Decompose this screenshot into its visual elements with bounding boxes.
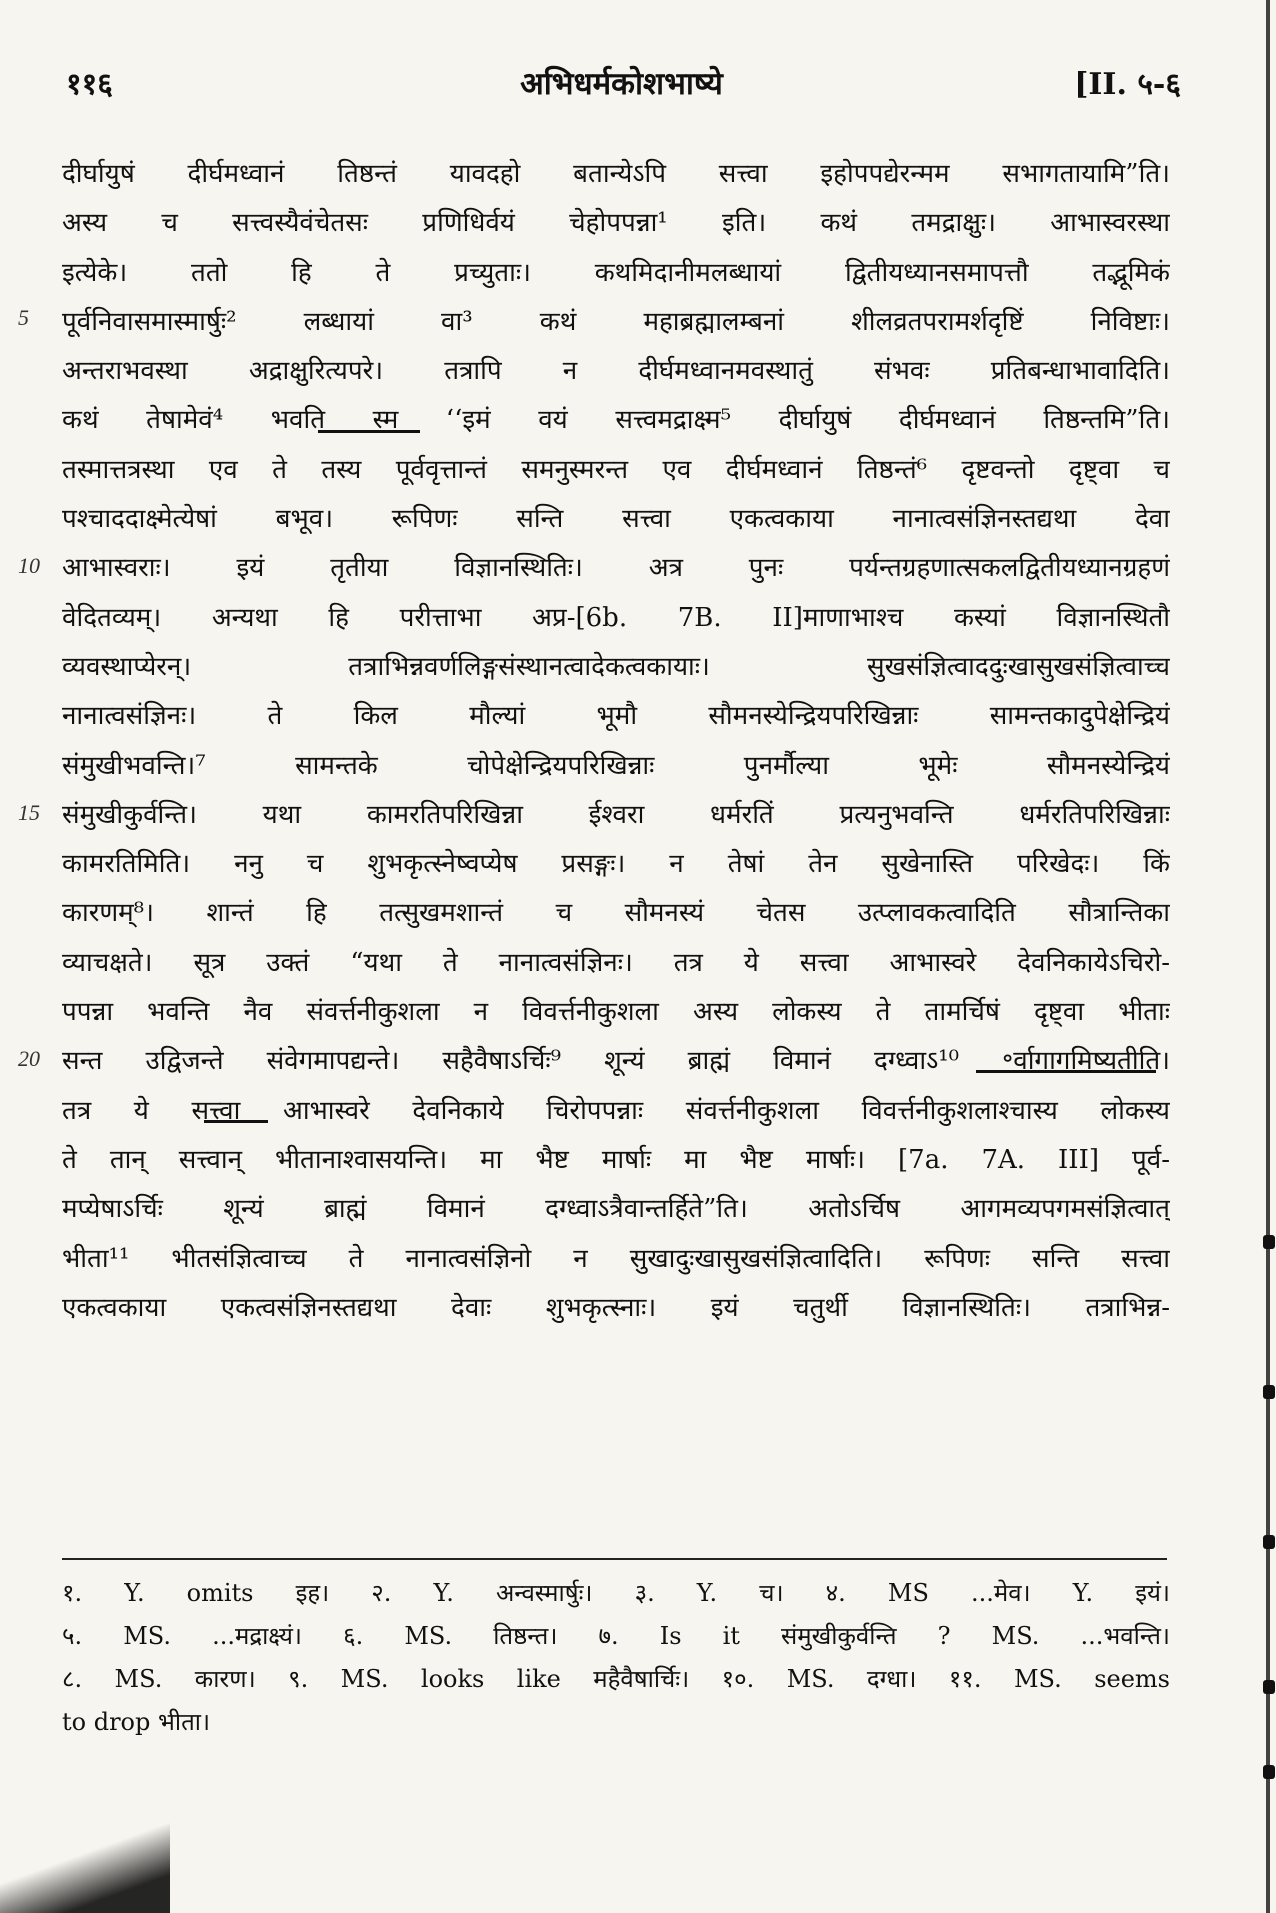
text-line: संमुखीभवन्ति।⁷ सामन्तके चोपेक्षेन्द्रियपरिखिन्नाः पुनर्मौल्या भूमेः सौमनस्येन्द्रियं — [62, 750, 1170, 781]
text-line: पूर्वनिवासमास्मार्षुः² लब्धायां वा³ कथं महाब्रह्मालम्बनां शीलव्रतपरामर्शदृष्टिं निविष्टाः। — [62, 306, 1170, 337]
margin-line-number: 10 — [18, 553, 40, 578]
underline-mark — [976, 1070, 1156, 1073]
footnote-rule — [62, 1558, 1167, 1560]
binding-stitch — [1263, 1680, 1275, 1694]
margin-line-number: 5 — [18, 305, 29, 330]
scan-shadow — [0, 1823, 170, 1913]
text-line: वेदितव्यम्। अन्यथा हि परीत्ताभा अप्र-[6b. 7B. II]माणाभाश्च कस्यां विज्ञानस्थितौ — [62, 602, 1170, 633]
section-reference: [II. ५-६ — [1074, 67, 1181, 102]
text-line: मप्येषाऽर्चिः शून्यं ब्राह्मं विमानं दग्ध्वाऽत्रैवान्तर्हिते”ति। अतोऽर्चिष आगमव्यपगमसंज्ञित्वात् — [62, 1194, 1170, 1225]
text-line: इत्येके। ततो हि ते प्रच्युताः। कथमिदानीमलब्धायां द्वितीयध्यानसमापत्तौ तद्भूमिकं — [62, 257, 1170, 288]
text-line: व्याचक्षते। सूत्र उक्तं “यथा ते नानात्वसंज्ञिनः। तत्र ये सत्त्वा आभास्वरे देवनिकायेऽचिरो- — [62, 947, 1170, 978]
footnote-line: ५. MS. ...मद्राक्ष्यं। ६. MS. तिष्ठन्त। ७. Is it संमुखीकुर्वन्ति ? MS. ...भवन्ति। — [62, 1622, 1170, 1650]
text-line: तत्र ये सत्त्वा आभास्वरे देवनिकाये चिरोपपन्नाः संवर्त्तनीकुशला विवर्त्तनीकुशलाश्चास्य लोकस्य — [62, 1095, 1170, 1126]
main-text — [62, 150, 1170, 1333]
text-line: भीता¹¹ भीतसंज्ञित्वाच्च ते नानात्वसंज्ञिनो न सुखादुःखासुखसंज्ञित्वादिति। रूपिणः सन्ति सत्त्वा — [62, 1243, 1170, 1274]
text-line: पश्चाददाक्ष्मेत्येषां बभूव। रूपिणः सन्ति सत्त्वा एकत्वकाया नानात्वसंज्ञिनस्तद्यथा देवा — [62, 504, 1170, 535]
binding-stitch — [1263, 1765, 1275, 1779]
footnote-line: to drop भीता। — [62, 1708, 211, 1736]
text-line: एकत्वकाया एकत्वसंज्ञिनस्तद्यथा देवाः शुभकृत्स्नाः। इयं चतुर्थी विज्ञानस्थितिः। तत्राभिन्न- — [62, 1292, 1170, 1323]
margin-line-number: 15 — [18, 800, 40, 825]
text-line: अन्तराभवस्था अद्राक्षुरित्यपरे। तत्रापि न दीर्घमध्वानमवस्थातुं संभवः प्रतिबन्धाभावादिति। — [62, 356, 1170, 387]
binding-edge — [1266, 0, 1270, 1913]
underline-mark — [318, 430, 420, 433]
text-line: ते तान् सत्त्वान् भीतानाश्वासयन्ति। मा भैष्ट मार्षाः मा भैष्ट मार्षाः। [7a. 7A. III] पूर्व- — [62, 1144, 1170, 1175]
text-line: संमुखीकुर्वन्ति। यथा कामरतिपरिखिन्ना ईश्वरा धर्मरतिं प्रत्यनुभवन्ति धर्मरतिपरिखिन्नाः — [62, 799, 1170, 830]
footnote-line: ८. MS. कारण। ९. MS. looks like महैवैषार्चिः। १०. MS. दग्धा। ११. MS. seems — [62, 1665, 1170, 1693]
running-header — [62, 58, 1181, 108]
text-line: कामरतिमिति। ननु च शुभकृत्स्नेष्वप्येष प्रसङ्गः। न तेषां तेन सुखेनास्ति परिखेदः। किं — [62, 849, 1170, 880]
text-line: कथं तेषामेवं⁴ भवति स्म ‘‘इमं वयं सत्त्वमद्राक्ष्म⁵ दीर्घायुषं दीर्घमध्वानं तिष्ठन्तमि”ति। — [62, 405, 1170, 436]
text-line: तस्मात्तत्रस्था एव ते तस्य पूर्ववृत्तान्तं समनुस्मरन्त एव दीर्घमध्वानं तिष्ठन्तं⁶ दृष्टवन्तो दृष्ट्वा च — [62, 454, 1170, 485]
margin-line-number: 20 — [18, 1046, 40, 1071]
footnotes — [62, 1572, 1170, 1744]
text-line: अस्य च सत्त्वस्यैवंचेतसः प्रणिधिर्वयं चेहोपपन्ना¹ इति। कथं तमद्राक्षुः। आभास्वरस्था — [62, 208, 1170, 239]
page-number: ११६ — [66, 67, 113, 102]
footnote-line: १. Y. omits इह। २. Y. अन्वस्मार्षुः। ३. Y. च। ४. MS ...मेव। Y. इयं। — [62, 1579, 1170, 1607]
text-line: सन्त उद्विजन्ते संवेगमापद्यन्ते। सहैवैषाऽर्चिः⁹ शून्यं ब्राह्मं विमानं दग्ध्वाऽ¹⁰ ॰र्वागागमिष्यतीति। — [62, 1046, 1170, 1077]
text-line: कारणम्⁸। शान्तं हि तत्सुखमशान्तं च सौमनस्यं चेतस उत्प्लावकत्वादिति सौत्रान्तिका — [62, 898, 1170, 929]
text-line: दीर्घायुषं दीर्घमध्वानं तिष्ठन्तं यावदहो बतान्येऽपि सत्त्वा इहोपपद्येरन्मम सभागतायामि”ति। — [62, 159, 1170, 189]
underline-mark — [204, 1120, 268, 1123]
text-line: नानात्वसंज्ञिनः। ते किल मौल्यां भूमौ सौमनस्येन्द्रियपरिखिन्नाः सामन्तकादुपेक्षेन्द्रियं — [62, 701, 1170, 732]
text-line: आभास्वराः। इयं तृतीया विज्ञानस्थितिः। अत्र पुनः पर्यन्तग्रहणात्सकलद्वितीयध्यानग्रहणं — [62, 553, 1170, 584]
binding-stitch — [1263, 1235, 1275, 1249]
text-line: व्यवस्थाप्येरन्। तत्राभिन्नवर्णलिङ्गसंस्थानत्वादेकत्वकायाः। सुखसंज्ञित्वाददुःखासुखसंज्ञित्वाच्च — [62, 651, 1170, 682]
running-title: अभिधर्मकोशभाष्ये — [520, 66, 723, 102]
text-line: पपन्ना भवन्ति नैव संवर्त्तनीकुशला न विवर्त्तनीकुशला अस्य लोकस्य ते तामर्चिषं दृष्ट्वा भीताः — [62, 997, 1170, 1028]
binding-stitch — [1263, 1385, 1275, 1399]
binding-stitch — [1263, 1535, 1275, 1549]
